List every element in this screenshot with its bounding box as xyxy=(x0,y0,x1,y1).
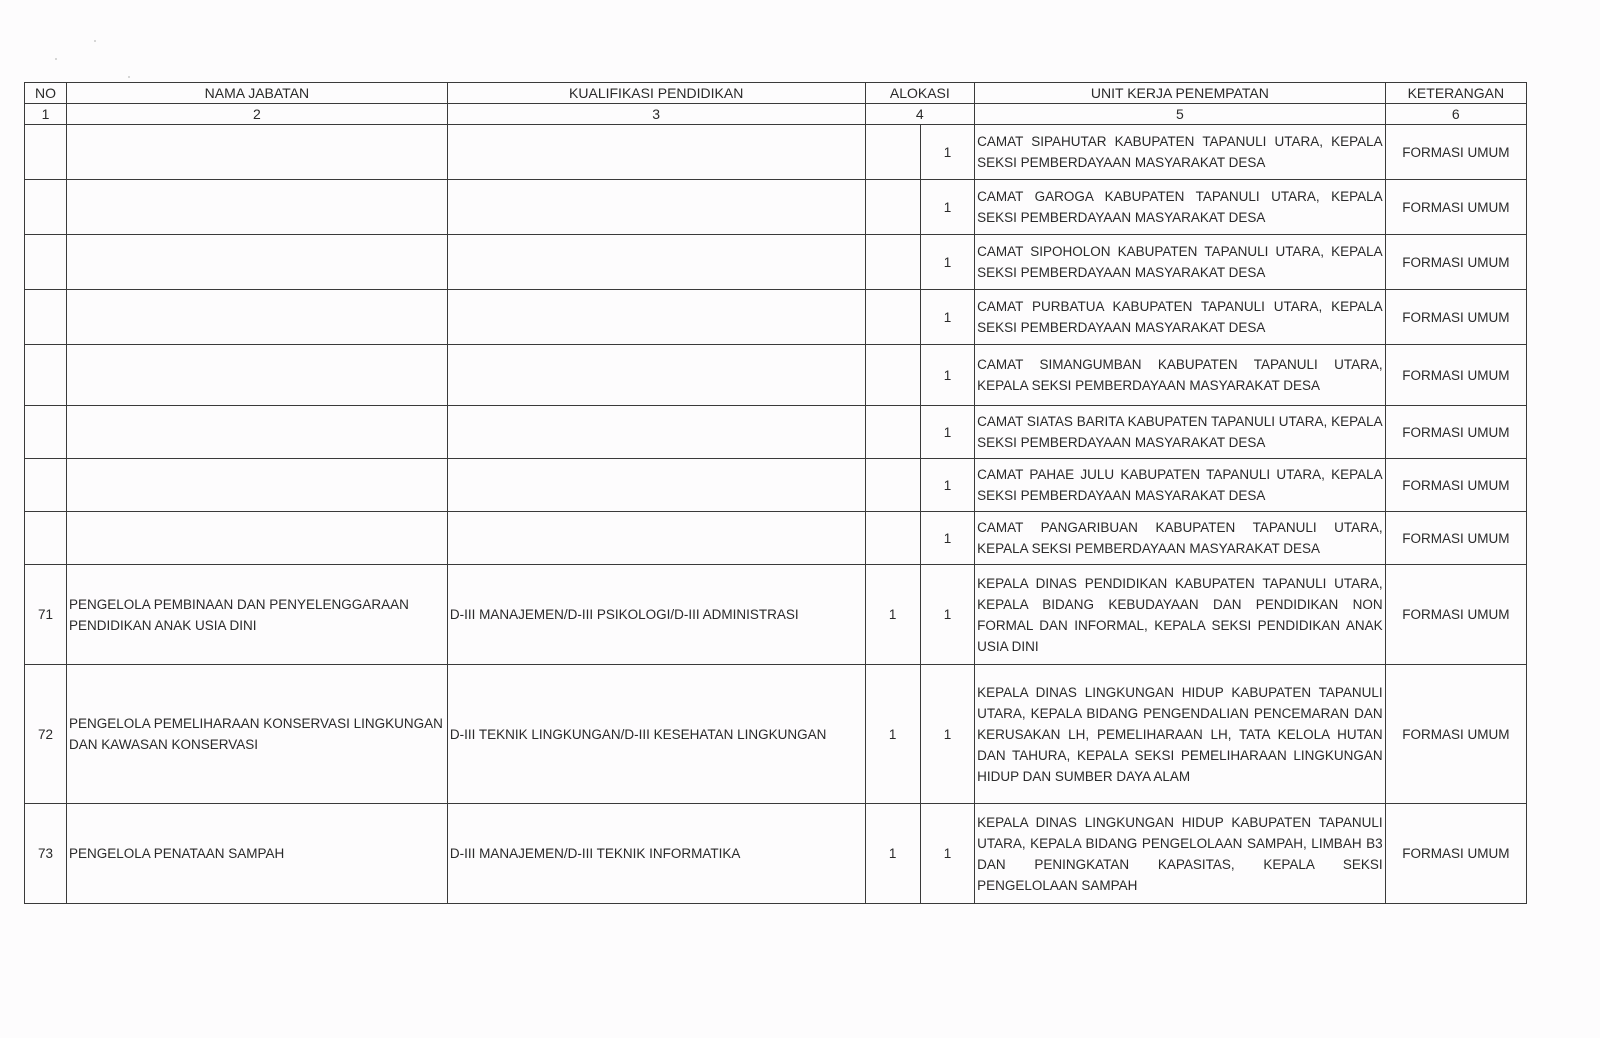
column-number: 1 xyxy=(25,104,67,125)
header-alokasi: ALOKASI xyxy=(865,83,975,104)
allocation-total xyxy=(865,180,920,235)
work-unit-text: CAMAT SIPAHUTAR KABUPATEN TAPANULI UTARA, KEPALA SEKSI PEMBERDAYAAN MASYARAKAT DESA xyxy=(977,134,1383,170)
work-unit xyxy=(975,665,1386,804)
job-title: PENGELOLA PEMELIHARAAN KONSERVASI LINGKUNGAN DAN KAWASAN KONSERVASI xyxy=(66,665,447,804)
table-row xyxy=(25,235,1527,290)
education-qualification xyxy=(447,290,865,345)
work-unit-text: CAMAT PAHAE JULU KABUPATEN TAPANULI UTARA, KEPALA SEKSI PEMBERDAYAAN MASYARAKAT DESA xyxy=(977,467,1383,503)
row-number xyxy=(25,512,67,565)
remarks: FORMASI UMUM xyxy=(1385,235,1526,290)
header-nama-jabatan: NAMA JABATAN xyxy=(66,83,447,104)
job-title xyxy=(66,235,447,290)
job-title xyxy=(66,290,447,345)
education-qualification xyxy=(447,235,865,290)
allocation-total xyxy=(865,406,920,459)
row-number xyxy=(25,406,67,459)
work-unit-text: CAMAT SIATAS BARITA KABUPATEN TAPANULI UTARA, KEPALA SEKSI PEMBERDAYAAN MASYARAKAT DESA xyxy=(977,414,1383,450)
scan-speck xyxy=(55,58,57,60)
remarks: FORMASI UMUM xyxy=(1385,125,1526,180)
column-number: 4 xyxy=(865,104,975,125)
education-qualification xyxy=(447,345,865,406)
header-keterangan: KETERANGAN xyxy=(1385,83,1526,104)
header-unit-kerja: UNIT KERJA PENEMPATAN xyxy=(975,83,1386,104)
job-title xyxy=(66,180,447,235)
work-unit xyxy=(975,512,1386,565)
job-title xyxy=(66,406,447,459)
remarks: FORMASI UMUM xyxy=(1385,512,1526,565)
education-qualification xyxy=(447,180,865,235)
row-number xyxy=(25,180,67,235)
row-number xyxy=(25,345,67,406)
job-title xyxy=(66,512,447,565)
job-title xyxy=(66,459,447,512)
education-qualification xyxy=(447,406,865,459)
work-unit-text: CAMAT SIPOHOLON KABUPATEN TAPANULI UTARA, KEPALA SEKSI PEMBERDAYAAN MASYARAKAT DESA xyxy=(977,244,1383,280)
work-unit xyxy=(975,459,1386,512)
education-qualification xyxy=(447,459,865,512)
allocation: 1 xyxy=(920,406,974,459)
allocation-total xyxy=(865,459,920,512)
remarks: FORMASI UMUM xyxy=(1385,345,1526,406)
allocation: 1 xyxy=(920,345,974,406)
allocation: 1 xyxy=(920,665,974,804)
allocation: 1 xyxy=(920,180,974,235)
scan-speck xyxy=(128,76,130,78)
work-unit xyxy=(975,406,1386,459)
allocation-total: 1 xyxy=(865,665,920,804)
scan-speck xyxy=(94,40,96,42)
remarks: FORMASI UMUM xyxy=(1385,406,1526,459)
remarks: FORMASI UMUM xyxy=(1385,804,1526,904)
allocation: 1 xyxy=(920,125,974,180)
table-row xyxy=(25,512,1527,565)
table-row xyxy=(25,345,1527,406)
table-row xyxy=(25,665,1527,804)
allocation-total xyxy=(865,235,920,290)
education-qualification xyxy=(447,125,865,180)
table-row xyxy=(25,125,1527,180)
work-unit xyxy=(975,565,1386,665)
formation-table xyxy=(24,82,1527,904)
allocation-total: 1 xyxy=(865,804,920,904)
work-unit-text: CAMAT SIMANGUMBAN KABUPATEN TAPANULI UTARA, KEPALA SEKSI PEMBERDAYAAN MASYARAKAT DESA xyxy=(977,357,1383,393)
work-unit-text: CAMAT PANGARIBUAN KABUPATEN TAPANULI UTARA, KEPALA SEKSI PEMBERDAYAAN MASYARAKAT DESA xyxy=(977,520,1383,556)
table-row xyxy=(25,804,1527,904)
row-number xyxy=(25,235,67,290)
work-unit-text: CAMAT PURBATUA KABUPATEN TAPANULI UTARA, KEPALA SEKSI PEMBERDAYAAN MASYARAKAT DESA xyxy=(977,299,1383,335)
allocation-total xyxy=(865,512,920,565)
allocation: 1 xyxy=(920,235,974,290)
work-unit-text: KEPALA DINAS LINGKUNGAN HIDUP KABUPATEN TAPANULI UTARA, KEPALA BIDANG PENGELOLAAN SAMPAH, LIMBAH B3 DAN PENINGKATAN KAPASITAS, KEPALA SEKSI PENGELOLAAN SAMPAH xyxy=(977,814,1383,893)
work-unit xyxy=(975,235,1386,290)
work-unit-text: KEPALA DINAS PENDIDIKAN KABUPATEN TAPANULI UTARA, KEPALA BIDANG KEBUDAYAAN DAN PENDIDIKAN NON FORMAL DAN INFORMAL, KEPALA SEKSI PENDIDIKAN ANAK USIA DINI xyxy=(977,575,1383,654)
table-row xyxy=(25,290,1527,345)
row-number xyxy=(25,459,67,512)
header-row xyxy=(25,83,1527,104)
job-title xyxy=(66,345,447,406)
allocation-total xyxy=(865,345,920,406)
work-unit xyxy=(975,345,1386,406)
table-row xyxy=(25,565,1527,665)
work-unit-text: CAMAT GAROGA KABUPATEN TAPANULI UTARA, KEPALA SEKSI PEMBERDAYAAN MASYARAKAT DESA xyxy=(977,189,1383,225)
column-number: 3 xyxy=(447,104,865,125)
column-number-row xyxy=(25,104,1527,125)
education-qualification: D-III MANAJEMEN/D-III PSIKOLOGI/D-III ADMINISTRASI xyxy=(447,565,865,665)
row-number: 72 xyxy=(25,665,67,804)
allocation: 1 xyxy=(920,290,974,345)
table-row xyxy=(25,180,1527,235)
job-title xyxy=(66,125,447,180)
row-number: 71 xyxy=(25,565,67,665)
allocation: 1 xyxy=(920,459,974,512)
row-number xyxy=(25,290,67,345)
remarks: FORMASI UMUM xyxy=(1385,459,1526,512)
header-no: NO xyxy=(25,83,67,104)
work-unit xyxy=(975,180,1386,235)
work-unit xyxy=(975,290,1386,345)
row-number xyxy=(25,125,67,180)
work-unit xyxy=(975,804,1386,904)
remarks: FORMASI UMUM xyxy=(1385,290,1526,345)
allocation: 1 xyxy=(920,804,974,904)
allocation: 1 xyxy=(920,512,974,565)
education-qualification xyxy=(447,512,865,565)
allocation-total: 1 xyxy=(865,565,920,665)
work-unit-text: KEPALA DINAS LINGKUNGAN HIDUP KABUPATEN TAPANULI UTARA, KEPALA BIDANG PENGENDALIAN PENCEMARAN DAN KERUSAKAN LH, PEMELIHARAAN LH, TATA KELOLA HUTAN DAN TAHURA, KEPALA SEKSI PEMELIHARAAN LINGKUNGAN HIDUP DAN SUMBER DAYA ALAM xyxy=(977,684,1383,784)
table-row xyxy=(25,406,1527,459)
remarks: FORMASI UMUM xyxy=(1385,665,1526,804)
remarks: FORMASI UMUM xyxy=(1385,565,1526,665)
allocation-total xyxy=(865,125,920,180)
work-unit xyxy=(975,125,1386,180)
column-number: 6 xyxy=(1385,104,1526,125)
column-number: 5 xyxy=(975,104,1386,125)
allocation-total xyxy=(865,290,920,345)
table-row xyxy=(25,459,1527,512)
job-title: PENGELOLA PENATAAN SAMPAH xyxy=(66,804,447,904)
remarks: FORMASI UMUM xyxy=(1385,180,1526,235)
education-qualification: D-III TEKNIK LINGKUNGAN/D-III KESEHATAN LINGKUNGAN xyxy=(447,665,865,804)
allocation: 1 xyxy=(920,565,974,665)
education-qualification: D-III MANAJEMEN/D-III TEKNIK INFORMATIKA xyxy=(447,804,865,904)
column-number: 2 xyxy=(66,104,447,125)
row-number: 73 xyxy=(25,804,67,904)
header-kualifikasi: KUALIFIKASI PENDIDIKAN xyxy=(447,83,865,104)
job-title: PENGELOLA PEMBINAAN DAN PENYELENGGARAAN PENDIDIKAN ANAK USIA DINI xyxy=(66,565,447,665)
